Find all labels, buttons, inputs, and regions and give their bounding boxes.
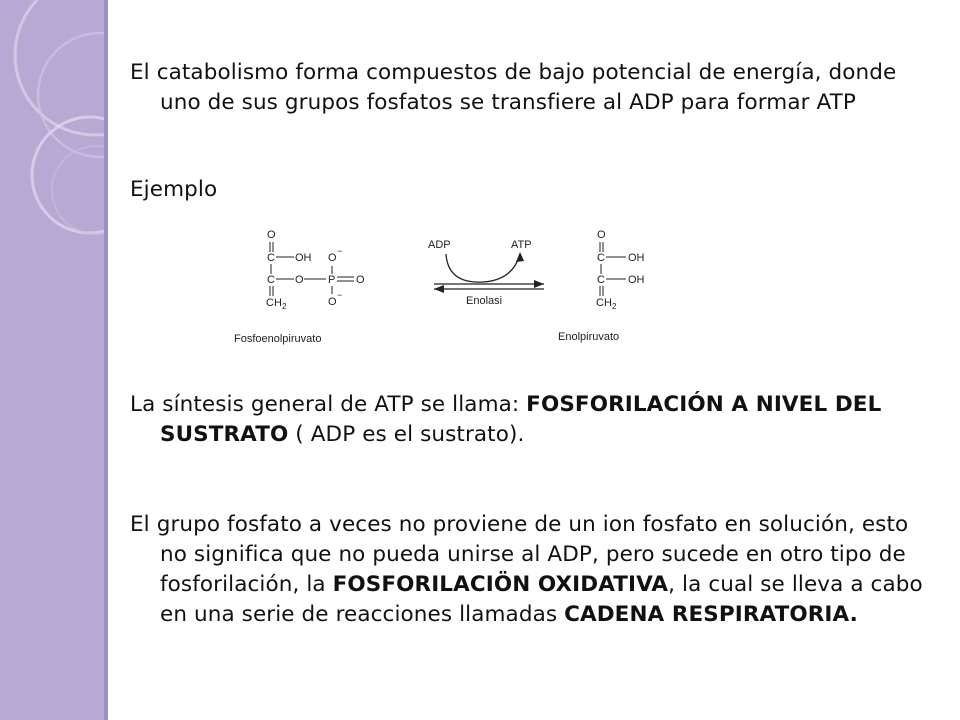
atom: C [597, 252, 605, 264]
atom: O [267, 229, 276, 241]
paragraph-oxidative [130, 510, 940, 630]
p3-tail: ( ADP es el sustrato). [288, 422, 525, 447]
enzyme-label: Enolasi [466, 295, 503, 307]
atp-label: ATP [511, 239, 532, 251]
subscript: 2 [282, 302, 287, 311]
sidebar-edge [104, 0, 108, 720]
left-compound-label: Fosfoenolpiruvato [234, 333, 322, 345]
p4-part1: El grupo fosfato a veces no proviene de un ion fosfato en solución, esto no significa que no pueda unirse al ADP, pero sucede en otro tipo de fosforilación, la [130, 512, 909, 597]
atom: CH [596, 297, 612, 309]
atom: O [295, 274, 304, 286]
right-compound-label: Enolpiruvato [558, 331, 620, 343]
p4-part2: , la cual se lleva a cabo en una serie de reacciones llamadas [160, 572, 923, 627]
atom: OH [628, 252, 645, 264]
subscript: 2 [612, 302, 617, 311]
enolpyruvate-structure [596, 229, 645, 311]
reaction-diagram [228, 222, 688, 352]
paragraph-example: Ejemplo [130, 177, 218, 202]
p3-bold-term: FOSFORILACIÓN A NIVEL DEL SUSTRATO [160, 392, 882, 447]
p4-bold-oxidative: FOSFORILACIÖN OXIDATIVA [332, 572, 669, 597]
atom: OH [295, 252, 312, 264]
sidebar-circles-ornament [0, 0, 108, 720]
atom: C [597, 274, 605, 286]
charge: − [337, 290, 343, 300]
phosphoenolpyruvate-structure [266, 229, 365, 311]
p4-bold-respiratory: CADENA RESPIRATORIA. [564, 602, 858, 627]
charge: − [337, 246, 343, 256]
atom: O [328, 252, 337, 264]
atom: CH [266, 297, 282, 309]
reaction-arrows [428, 239, 544, 307]
atom: C [267, 274, 275, 286]
adp-label: ADP [428, 239, 451, 251]
atom: O [597, 229, 606, 241]
paragraph-catabolism: El catabolismo forma compuestos de bajo potencial de energía, donde uno de sus grupos fosfatos se transfiere al ADP para formar ATP [130, 60, 897, 115]
atom: O [328, 296, 337, 308]
p3-intro: La síntesis general de ATP se llama: [130, 392, 527, 417]
atom: C [267, 252, 275, 264]
paragraph-atp-synthesis [130, 390, 940, 450]
atom: O [356, 274, 365, 286]
atom: P [328, 274, 336, 286]
atom: OH [628, 274, 645, 286]
decorative-sidebar [0, 0, 108, 720]
